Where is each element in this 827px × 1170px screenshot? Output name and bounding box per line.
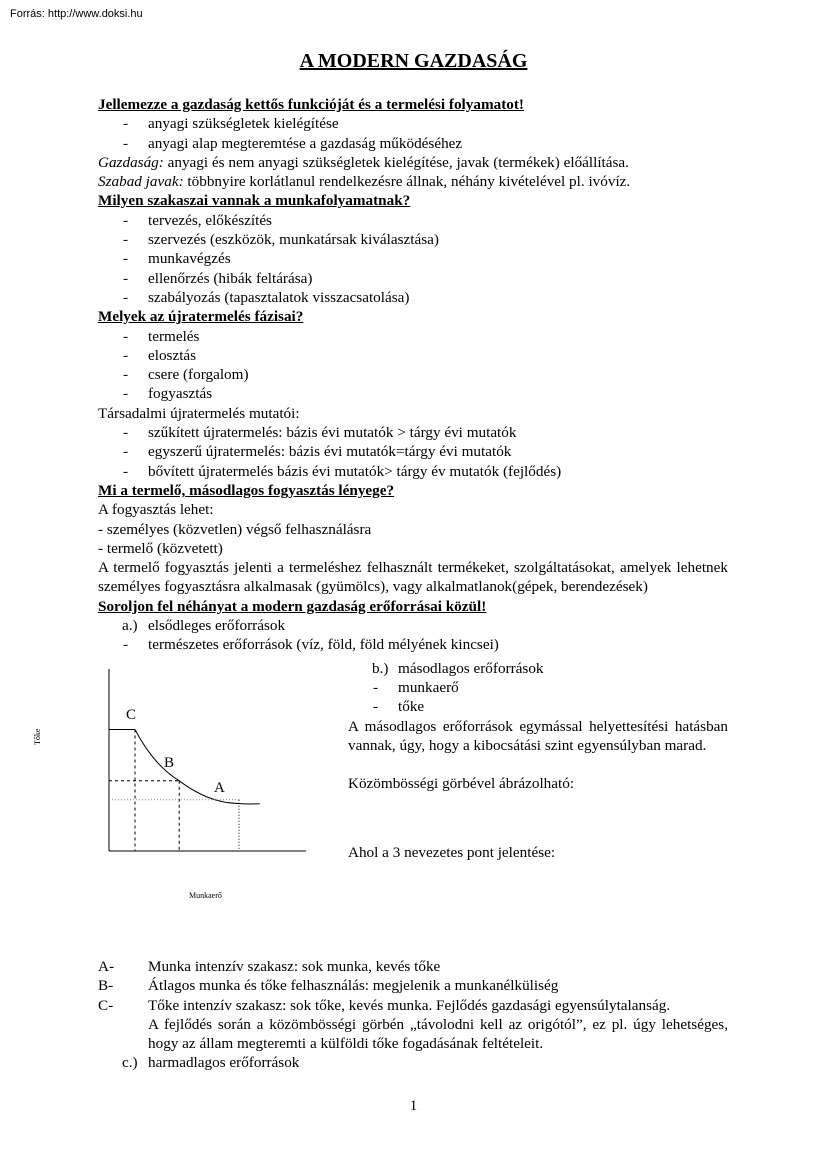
list-item: C- Tőke intenzív szakasz: sok tőke, kevés munka. Fejlődés gazdasági egyensúlytalanság. [98,996,671,1014]
indicators-label: Társadalmi újratermelés mutatói: [98,404,300,422]
document-body [33,95,728,949]
page-title: A MODERN GAZDASÁG [299,50,528,72]
page-number: 1 [409,1098,418,1114]
list-item: A- Munka intenzív szakasz: sok munka, kevés tőke [98,958,441,975]
points-explanation [98,957,728,1073]
x-axis-label: Munkaerő [189,890,222,900]
text-line: - termelő (közvetett) [98,539,223,557]
list-item: - tőke [373,698,425,716]
question-heading: Melyek az újratermelés fázisai? [98,308,304,326]
list-item: - fogyasztás [123,385,213,403]
definition: Szabad javak: többnyire korlátlanul rendelkezésre állnak, néhány kivételével pl. ivóvíz. [98,173,631,191]
list-item: - természetes erőforrások (víz, föld, föld mélyének kincsei) [123,636,499,654]
paragraph: A fejlődés során a közömbösségi görbén „távolodni kell az origótól”, ez pl. úgy lehetséges, hogy az állam megteremti a külföldi tőke fogadásának feltételeit. [148,1015,728,1053]
list-item: - termelés [123,327,200,345]
list-item: - tervezés, előkészítés [123,211,272,229]
ordered-item: c.) harmadlagos erőforrások [122,1054,300,1072]
list-item: - anyagi alap megteremtése a gazdaság működéséhez [123,134,463,152]
y-axis-label: Tőke [33,728,42,745]
indifference-curve [135,729,260,803]
list-item: - bővített újratermelés bázis évi mutatók> tárgy év mutatók (fejlődés) [123,462,562,480]
figure-row [33,659,728,949]
point-label-a: A [214,779,225,796]
list-item: - csere (forgalom) [123,366,249,384]
list-item: - szűkített újratermelés: bázis évi mutatók > tárgy évi mutatók [123,424,517,442]
question-heading: Soroljon fel néhányat a modern gazdaság erőforrásai közül! [98,597,487,615]
question-heading: Jellemezze a gazdaság kettős funkcióját és a termelési folyamatot! [98,96,524,113]
source-url: Forrás: http://www.doksi.hu [10,8,143,20]
secondary-resources [348,659,728,863]
point-label-c: C [126,706,137,723]
list-item: - egyszerű újratermelés: bázis évi mutatók=tárgy évi mutatók [123,443,512,461]
text-line: A fogyasztás lehet: [98,501,214,519]
definition: Gazdaság: anyagi és nem anyagi szükségletek kielégítése, javak (termékek) előállítása. [98,153,629,171]
list-item: B- Átlagos munka és tőke felhasználás: megjelenik a munkanélküliség [98,977,559,995]
list-item: - munkavégzés [123,250,231,268]
ordered-item: b.) másodlagos erőforrások [372,659,544,677]
paragraph: A másodlagos erőforrások egymással helyettesítési hatásban vannak, úgy, hogy a kibocsátási szint egyensúlyban marad. [348,717,728,754]
list-item: - szabályozás (tapasztalatok visszacsatolása) [123,288,410,306]
list-item: - szervezés (eszközök, munkatársak kiválasztása) [123,231,439,249]
list-item: - munkaerő [373,678,459,696]
list-item: - ellenőrzés (hibák feltárása) [123,269,313,287]
point-label-b: B [164,754,175,771]
list-item: - elosztás [123,346,197,364]
question-heading: Mi a termelő, másodlagos fogyasztás lényege? [98,481,395,499]
text-line: Közömbösségi görbével ábrázolható: [348,775,575,793]
ordered-item: a.) elsődleges erőforrások [122,617,286,635]
indifference-curve-chart [33,667,318,917]
question-heading: Milyen szakaszai vannak a munkafolyamatnak? [98,192,411,210]
text-line: Ahol a 3 nevezetes pont jelentése: [348,844,556,862]
paragraph: A termelő fogyasztás jelenti a termeléshez felhasznált termékeket, szolgáltatásokat, amelyek lehetnek személyes fogyasztásra alkalmasak (gyümölcs), vagy alkalmatlanok(gépek, berendezések) [98,559,728,596]
list-item: - anyagi szükségletek kielégítése [123,115,339,133]
text-line: - személyes (közvetlen) végső felhasználásra [98,520,372,538]
